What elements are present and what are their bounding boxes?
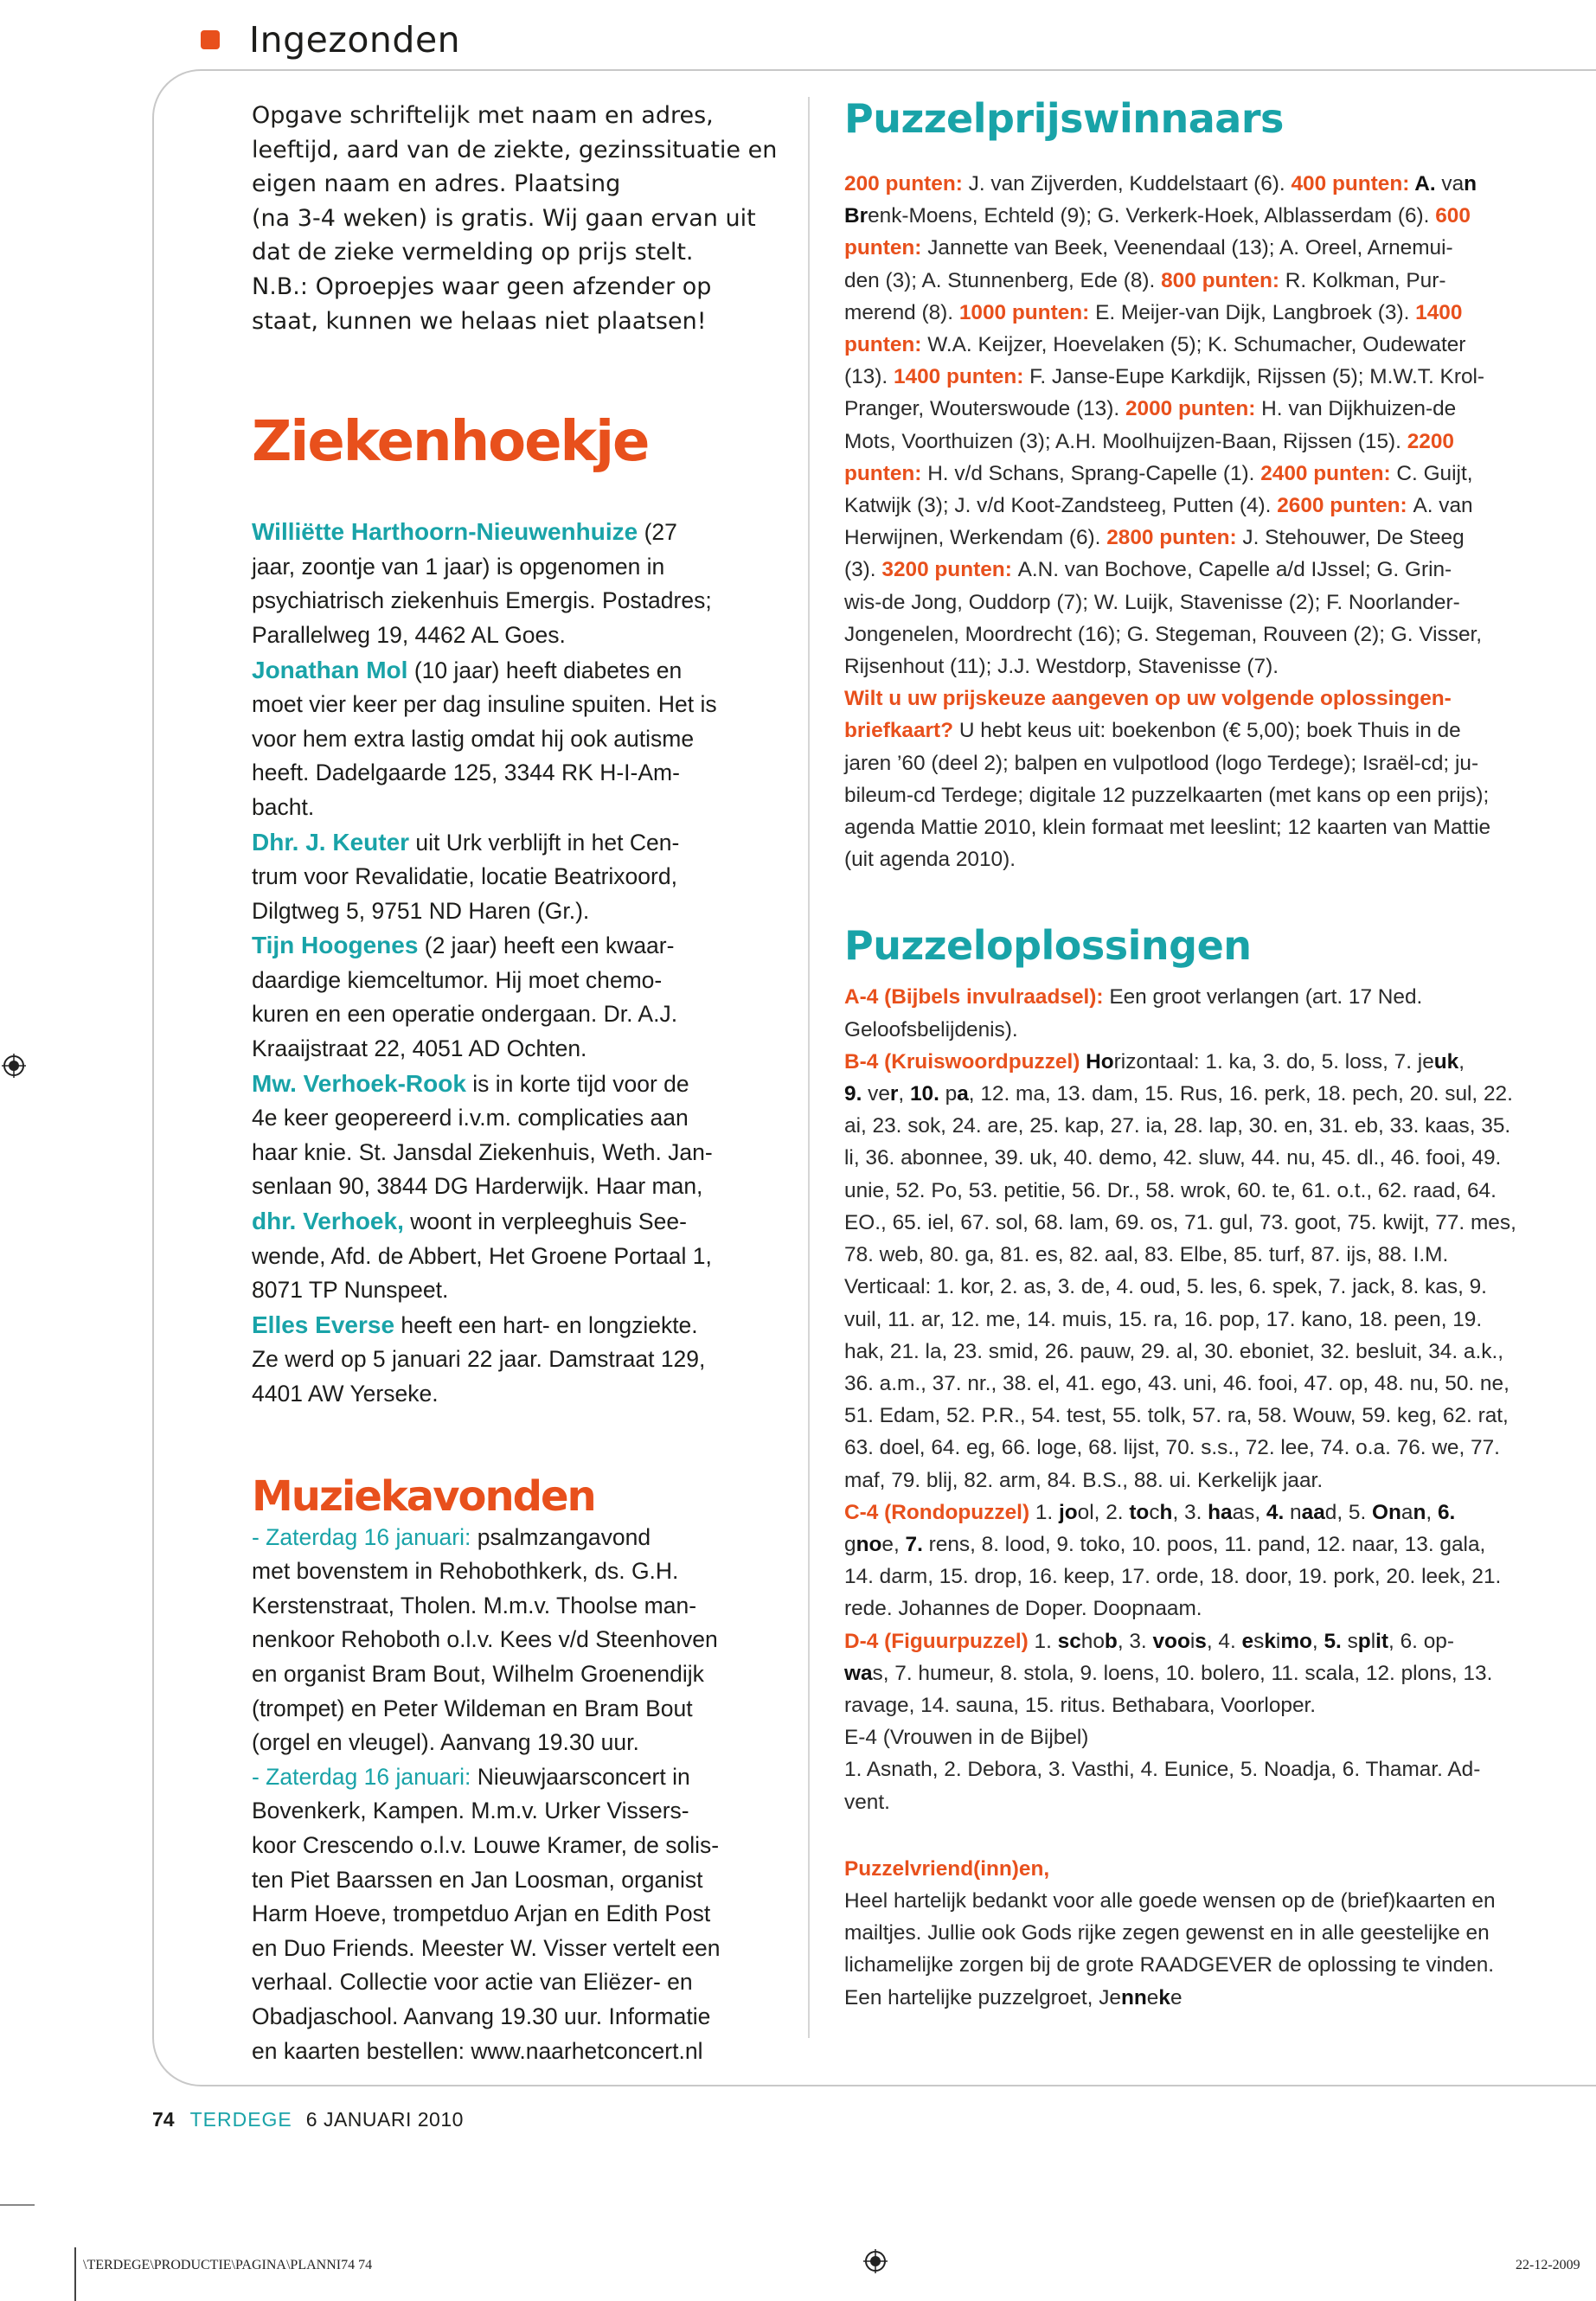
text-segment: 2200 [1407, 429, 1454, 453]
entry-line [252, 653, 779, 689]
text-segment: Katwijk (3); J. v/d Koot-Zandsteeg, Putten (4). [844, 494, 1278, 518]
text-segment: 200 punten: [844, 172, 969, 195]
event-line: en Duo Friends. Meester W. Visser vertelt een [252, 1934, 721, 1961]
text-segment: J. Stehouwer, De Steeg [1242, 526, 1465, 550]
text-segment: C. Guijt, [1396, 461, 1473, 485]
text-segment: 14. darm, 15. drop, 16. keep, 17. orde, 18. door, 19. pork, 20. leek, 21. [844, 1565, 1502, 1589]
text-segment: mo [1280, 1629, 1312, 1653]
solution-line [844, 1207, 1595, 1239]
text-segment: e, [881, 1532, 906, 1556]
text-segment: (13). [844, 365, 894, 389]
winner-line [844, 361, 1595, 393]
solution-line [844, 1721, 1595, 1753]
solution-line [844, 1239, 1595, 1271]
event-line: koor Crescendo o.l.v. Louwe Kramer, de solis- [252, 1831, 720, 1858]
winner-line [844, 297, 1595, 329]
text-segment: agenda Mattie 2010, klein formaat met leeslint; 12 kaarten van Mattie [844, 816, 1491, 840]
puzzelvriend-section [844, 1853, 1595, 2014]
text-segment: EO., 65. iel, 67. sol, 68. lam, 69. os, 71. gul, 73. goot, 75. kwijt, 77. mes, [844, 1210, 1516, 1234]
ziekenhoekje-title: Ziekenhoekje [252, 410, 649, 475]
solution-line [844, 1529, 1595, 1561]
entry-line [252, 515, 779, 550]
text-segment: Ho [1086, 1049, 1114, 1074]
solution-line [844, 1497, 1595, 1529]
patient-name: Tijn Hoogenes [252, 932, 419, 959]
text-segment: Mots, Voorthuizen (3); A.H. Moolhuijzen-Baan, Rijssen (15). [844, 429, 1407, 453]
solution-line [844, 1625, 1595, 1657]
text-segment: , [1458, 1049, 1465, 1074]
patient-entry [252, 1067, 779, 1204]
text-segment: p [945, 1082, 958, 1106]
text-segment: 51. Edam, 52. P.R., 54. test, 55. tolk, 57. ra, 58. Wouw, 59. keg, 62. rat, [844, 1404, 1509, 1428]
text-segment: On [1372, 1500, 1401, 1524]
oplossingen-title: Puzzeloplossingen [844, 922, 1252, 970]
text-segment: c [1149, 1500, 1160, 1524]
intro-line: N.B.: Oproepjes waar geen afzender op [252, 272, 712, 300]
text-segment: Verticaal: 1. kor, 2. as, 3. de, 4. oud, 5. les, 6. spek, 7. jack, 8. kas, 9. [844, 1275, 1487, 1299]
text-segment: va [1441, 172, 1465, 195]
text-segment: punten: [844, 236, 928, 260]
text-segment: A. [1414, 172, 1442, 195]
solution-line [844, 1689, 1595, 1721]
patient-name: Dhr. J. Keuter [252, 828, 410, 856]
entry-line: kuren en een operatie ondergaan. Dr. A.J. [252, 1001, 678, 1028]
intro-line: leeftijd, aard van de ziekte, gezinssituatie en [252, 136, 778, 163]
text-segment: A-4 (Bijbels invulraadsel): [844, 985, 1110, 1009]
winner-line [844, 586, 1595, 619]
registration-mark-icon [2, 1054, 26, 1078]
text-segment: 6. [1437, 1500, 1456, 1524]
solution-line [844, 1304, 1595, 1336]
text-segment: Geloofsbelijdenis). [844, 1017, 1018, 1042]
text-segment: ho [1080, 1629, 1105, 1653]
text-segment: sc [1057, 1629, 1081, 1653]
oplossingen-text [844, 981, 1595, 1817]
patient-entry [252, 653, 779, 825]
event-date: - Zaterdag 16 januari: [252, 1523, 471, 1550]
text-segment: W.A. Keijzer, Hoevelaken (5); K. Schumacher, Oudewater [927, 333, 1466, 357]
solution-line [844, 1368, 1595, 1400]
solution-line [844, 1465, 1595, 1497]
entry-line: 8071 TP Nunspeet. [252, 1277, 449, 1304]
patient-entry [252, 928, 779, 1066]
entry-line: jaar, zoontje van 1 jaar) is opgenomen in [252, 553, 665, 580]
intro-line: dat de zieke vermelding op prijs stelt. [252, 239, 694, 266]
text-segment: 2600 punten: [1277, 494, 1413, 518]
text-segment: bileum-cd Terdege; digitale 12 puzzelkaarten (met kans op een prijs); [844, 783, 1490, 807]
winner-line [844, 619, 1595, 651]
text-segment: n [1464, 172, 1477, 195]
text-segment: vuil, 11. ar, 12. me, 14. muis, 15. ra, 16. pop, 17. kano, 18. peen, 19. [844, 1307, 1483, 1331]
text-segment: 9. [844, 1082, 869, 1106]
entry-line: heeft. Dadelgaarde 125, 3344 RK H-I-Am- [252, 760, 680, 786]
intro-line: staat, kunnen we helaas niet plaatsen! [252, 307, 707, 335]
text-segment: rede. Johannes de Doper. Doopnaam. [844, 1597, 1202, 1621]
entry-line [252, 1204, 779, 1240]
patient-entry [252, 1308, 779, 1412]
intro-paragraph [252, 99, 779, 338]
event-line: (trompet) en Peter Wildeman en Bram Bout [252, 1695, 693, 1721]
event-line: en organist Bram Bout, Wilhelm Groenendijk [252, 1660, 704, 1687]
winner-line [844, 779, 1595, 811]
text-segment: 3200 punten: [881, 558, 1018, 582]
text-segment: voo [1152, 1629, 1190, 1653]
text-segment: d, 5. [1324, 1500, 1373, 1524]
solution-line [844, 1593, 1595, 1625]
text-segment: s [1253, 1629, 1265, 1653]
text-segment: , [898, 1082, 910, 1106]
text-segment: 1. [1034, 1629, 1058, 1653]
text-segment: , [1311, 1629, 1324, 1653]
entry-line: moet vier keer per dag insuline spuiten. Het is [252, 691, 717, 718]
text-segment: ve [868, 1082, 890, 1106]
winner-line [844, 458, 1595, 490]
entry-line: wende, Afd. de Abbert, Het Groene Portaal 1, [252, 1242, 712, 1269]
event-line [252, 1521, 779, 1555]
text-segment: aa [1301, 1500, 1325, 1524]
winner-line [844, 522, 1595, 554]
text-segment: 78. web, 80. ga, 81. es, 82. aal, 83. Elbe, 85. turf, 87. ijs, 88. I.M. [844, 1243, 1449, 1267]
text-segment: E-4 (Vrouwen in de Bijbel) [844, 1726, 1089, 1750]
text-segment: li, 36. abonnee, 39. uk, 40. demo, 42. sluw, 44. nu, 45. dl., 46. fooi, 49. [844, 1146, 1502, 1170]
text-segment: i [1189, 1629, 1195, 1653]
trim-mark [0, 2204, 35, 2206]
winner-line [844, 811, 1595, 843]
winner-line [844, 168, 1595, 200]
text-segment: 1400 punten: [893, 365, 1030, 389]
entry-line: bacht. [252, 793, 315, 820]
entry-line [252, 928, 779, 964]
winner-line [844, 393, 1595, 425]
event-text: Nieuwjaarsconcert in [471, 1763, 690, 1790]
text-segment: Een groot verlangen (art. 17 Ned. [1109, 985, 1423, 1009]
section-header [201, 14, 460, 66]
entry-text: (10 jaar) heeft diabetes en [407, 657, 683, 683]
event-line: verhaal. Collectie voor actie van Eliëzer- en [252, 1969, 693, 1996]
text-segment: ai, 23. sok, 24. are, 25. kap, 27. ia, 28. lap, 30. en, 31. eb, 33. kaas, 35. [844, 1114, 1511, 1138]
entry-text: (2 jaar) heeft een kwaar- [418, 933, 675, 959]
event-line: (orgel en vleugel). Aanvang 19.30 uur. [252, 1729, 639, 1756]
text-segment: , 6. op- [1388, 1629, 1454, 1653]
text-segment: F. Janse-Eupe Karkdijk, Rijssen (5); M.W.T. Krol- [1029, 365, 1485, 389]
text-segment: , [1426, 1500, 1438, 1524]
winner-line [844, 683, 1595, 715]
text-segment: (uit agenda 2010). [844, 848, 1016, 872]
text-segment: rens, 8. lood, 9. toko, 10. poos, 11. pand, 12. naar, 13. gala, [928, 1532, 1486, 1556]
thanks-line [844, 1982, 1595, 2014]
entry-text: (27 [638, 519, 677, 546]
text-segment: , 4. [1206, 1629, 1242, 1653]
entry-text: is in korte tijd voor de [465, 1070, 689, 1097]
patient-name: Williëtte Harthoorn-Nieuwenhuize [252, 518, 638, 546]
magazine-name: TERDEGE [189, 2108, 292, 2131]
event-line [252, 1760, 779, 1795]
winner-line [844, 651, 1595, 683]
text-segment: Pranger, Wouterswoude (13). [844, 397, 1125, 421]
prijswinnaars-text [844, 168, 1595, 875]
entry-line: Parallelweg 19, 4462 AL Goes. [252, 621, 566, 648]
page-footer [152, 2108, 464, 2131]
entry-text: woont in verpleeghuis See- [403, 1208, 687, 1235]
ziekenhoekje-entries [252, 515, 779, 1411]
entry-text: heeft een hart- en longziekte. [394, 1311, 698, 1338]
text-segment: Rijsenhout (11); J.J. Westdorp, Stavenisse (7). [844, 655, 1279, 679]
text-segment: J. van Zijverden, Kuddelstaart (6). [968, 172, 1292, 195]
text-segment: 4. [1266, 1500, 1291, 1524]
text-segment: e [1170, 1985, 1183, 2009]
text-segment: Wilt u uw prijskeuze aangeven op uw volgende oplossingen- [844, 687, 1452, 711]
winner-line [844, 490, 1595, 522]
text-segment: briefkaart? [844, 719, 959, 743]
text-segment: 1000 punten: [958, 300, 1096, 324]
entry-line: 4e keer geopereerd i.v.m. complicaties aan [252, 1105, 689, 1131]
solution-line [844, 1336, 1595, 1368]
patient-entry [252, 515, 779, 652]
text-segment: D-4 (Figuurpuzzel) [844, 1629, 1035, 1653]
text-segment: maf, 79. blij, 82. arm, 84. B.S., 88. ui. Kerkelijk jaar. [844, 1468, 1324, 1492]
text-segment: k [1158, 1985, 1170, 2009]
text-segment: unie, 52. Po, 53. petitie, 56. Dr., 58. wrok, 60. te, 61. o.t., 62. raad, 64. [844, 1178, 1497, 1202]
text-segment: l [1370, 1629, 1376, 1653]
winner-line [844, 200, 1595, 232]
text-segment: s [1347, 1629, 1358, 1653]
winner-line [844, 747, 1595, 779]
text-segment: as, [1232, 1500, 1266, 1524]
text-segment: 1. [1035, 1500, 1059, 1524]
text-segment: nn [1120, 1985, 1147, 2009]
event-line: nenkoor Rehoboth o.l.v. Kees v/d Steenhoven [252, 1626, 718, 1653]
right-column [844, 92, 1595, 2014]
column-divider [808, 97, 810, 2038]
event-line: Harm Hoeve, trompetduo Arjan en Edith Post [252, 1900, 711, 1927]
text-segment: Heel hartelijk bedankt voor alle goede wensen op de (brief)kaarten en [844, 1888, 1496, 1913]
solution-line [844, 1078, 1595, 1110]
text-segment: g [844, 1532, 856, 1556]
entry-line [252, 1067, 779, 1102]
print-slug-path: \TERDEGE\PRODUCTIE\PAGINA\PLANNI74 74 [83, 2258, 373, 2272]
text-segment: wa [844, 1661, 873, 1685]
entry-line: Dilgtweg 5, 9751 ND Haren (Gr.). [252, 897, 590, 924]
text-segment: n [1290, 1500, 1302, 1524]
text-segment: E. Meijer-van Dijk, Langbroek (3). [1095, 300, 1416, 324]
text-segment: a [1401, 1500, 1413, 1524]
solution-line [844, 981, 1595, 1013]
text-segment: , 3. [1172, 1500, 1208, 1524]
event-line: en kaarten bestellen: www.naarhetconcert.nl [252, 2037, 703, 2064]
text-segment: it [1375, 1629, 1389, 1653]
text-segment: k [1264, 1629, 1276, 1653]
text-segment: (3). [844, 558, 882, 582]
text-segment: rizontaal: 1. ka, 3. do, 5. loss, 7. je [1113, 1049, 1434, 1074]
text-segment: Jannette van Beek, Veenendaal (13); A. Oreel, Arnemui- [927, 236, 1453, 260]
issue-date: 6 JANUARI 2010 [305, 2108, 464, 2131]
registration-mark-icon [863, 2249, 888, 2273]
text-segment: A.N. van Bochove, Capelle a/d IJssel; G. Grin- [1017, 558, 1452, 582]
text-segment: b [1104, 1629, 1118, 1653]
solution-line [844, 1753, 1595, 1785]
solution-line [844, 1432, 1595, 1464]
text-segment: 1400 [1415, 300, 1463, 324]
entry-line [252, 1308, 779, 1343]
solution-line [844, 1271, 1595, 1303]
patient-name: Jonathan Mol [252, 656, 408, 683]
text-segment: U hebt keus uit: boekenbon (€ 5,00); boek Thuis in de [958, 719, 1461, 743]
solution-line [844, 1142, 1595, 1174]
entry-line: Kraaijstraat 22, 4051 AD Ochten. [252, 1035, 587, 1062]
winner-line [844, 715, 1595, 747]
winner-line [844, 554, 1595, 586]
event-line: met bovenstem in Rehobothkerk, ds. G.H. [252, 1558, 679, 1585]
text-segment: enk-Moens, Echteld (9); G. Verkerk-Hoek, Alblasserdam (6). [868, 204, 1436, 228]
text-segment: B-4 (Kruiswoordpuzzel) [844, 1049, 1086, 1074]
text-segment: merend (8). [844, 300, 959, 324]
event-line: ten Piet Baarssen en Jan Loosman, organist [252, 1866, 703, 1893]
text-segment: R. Kolkman, Pur- [1285, 268, 1446, 292]
entry-line: haar knie. St. Jansdal Ziekenhuis, Weth. Jan- [252, 1138, 713, 1165]
section-marker-icon [201, 30, 220, 49]
entry-line: daardige kiemceltumor. Hij moet chemo- [252, 966, 663, 993]
winner-line [844, 265, 1595, 297]
text-segment: 7. [905, 1532, 929, 1556]
winner-line [844, 426, 1595, 458]
text-segment: no [856, 1532, 882, 1556]
text-segment: 63. doel, 64. eg, 66. loge, 68. lijst, 70. s.s., 72. lee, 74. o.a. 76. we, 77. [844, 1436, 1500, 1460]
thanks-line [844, 1885, 1595, 1917]
text-segment: Jongenelen, Moordrecht (16); G. Stegeman, Rouveen (2); G. Visser, [844, 622, 1483, 646]
text-segment: , 12. ma, 13. dam, 15. Rus, 16. perk, 18. pech, 20. sul, 22. [968, 1082, 1513, 1106]
text-segment: i [1275, 1629, 1281, 1653]
entry-line: Ze werd op 5 januari 22 jaar. Damstraat 129, [252, 1346, 706, 1373]
text-segment: n [1413, 1500, 1426, 1524]
entry-line: trum voor Revalidatie, locatie Beatrixoord, [252, 863, 677, 890]
entry-line: 4401 AW Yerseke. [252, 1381, 439, 1407]
text-segment: punten: [844, 333, 928, 357]
text-segment: Een hartelijke puzzelgroet, Je [844, 1985, 1121, 2009]
text-segment: 1. Asnath, 2. Debora, 3. Vasthi, 4. Eunice, 5. Noadja, 6. Thamar. Ad- [844, 1758, 1481, 1782]
text-segment: 10. [909, 1082, 945, 1106]
solution-line [844, 1175, 1595, 1207]
text-segment: s, 7. humeur, 8. stola, 9. loens, 10. bolero, 11. scala, 12. plons, 13. [872, 1661, 1493, 1685]
patient-entry [252, 825, 779, 929]
solution-line [844, 1110, 1595, 1142]
text-segment: a [957, 1082, 969, 1106]
text-segment: uk [1433, 1049, 1459, 1074]
winner-line [844, 232, 1595, 264]
print-slug-date: 22-12-2009 [1516, 2258, 1580, 2272]
text-segment: ravage, 14. sauna, 15. ritus. Bethabara, Voorloper. [844, 1693, 1317, 1717]
left-column [252, 99, 779, 2068]
text-segment: Herwijnen, Werkendam (6). [844, 526, 1107, 550]
text-segment: 5. [1324, 1629, 1348, 1653]
event-line: Obadjaschool. Aanvang 19.30 uur. Informatie [252, 2003, 711, 2029]
patient-entry [252, 1204, 779, 1308]
prijswinnaars-title: Puzzelprijswinnaars [844, 95, 1284, 142]
text-segment: vent. [844, 1790, 890, 1814]
text-segment: 2000 punten: [1125, 397, 1262, 421]
text-segment: 400 punten: [1291, 172, 1415, 195]
text-segment: C-4 (Rondopuzzel) [844, 1500, 1035, 1524]
text-segment: e [1241, 1629, 1254, 1653]
solution-line [844, 1014, 1595, 1046]
text-segment: jaren ’60 (deel 2); balpen en vulpotlood (logo Terdege); Israël-cd; ju- [844, 751, 1479, 775]
text-segment: 800 punten: [1161, 268, 1285, 292]
text-segment: Br [844, 204, 869, 228]
text-segment: mailtjes. Jullie ook Gods rijke zegen gewenst en in alle geestelijke en [844, 1921, 1490, 1945]
text-segment: hak, 21. la, 23. smid, 26. pauw, 29. al, 30. eboniet, 32. besluit, 34. a.k., [844, 1339, 1504, 1363]
text-segment: H. van Dijkhuizen-de [1261, 397, 1457, 421]
entry-line: psychiatrisch ziekenhuis Emergis. Postadres; [252, 587, 712, 614]
event-text: psalmzangavond [471, 1523, 651, 1550]
event-date: - Zaterdag 16 januari: [252, 1763, 471, 1790]
patient-name: dhr. Verhoek, [252, 1208, 404, 1235]
patient-name: Elles Everse [252, 1311, 395, 1338]
intro-line: (na 3-4 weken) is gratis. Wij gaan ervan uit [252, 204, 756, 232]
section-title: Ingezonden [249, 19, 461, 61]
text-segment: jo [1058, 1500, 1078, 1524]
text-segment: den (3); A. Stunnenberg, Ede (8). [844, 268, 1162, 292]
text-segment: A. van [1413, 494, 1473, 518]
winner-line [844, 843, 1595, 875]
entry-text: uit Urk verblijft in het Cen- [409, 829, 680, 856]
entry-line [252, 825, 779, 861]
text-segment: r [889, 1082, 899, 1106]
text-segment: ol, 2. [1077, 1500, 1130, 1524]
text-segment: ha [1208, 1500, 1233, 1524]
solution-line [844, 1046, 1595, 1078]
entry-line: voor hem extra lastig omdat hij ook autisme [252, 725, 695, 752]
thanks-line [844, 1917, 1595, 1949]
solution-line [844, 1561, 1595, 1593]
event-line: Kerstenstraat, Tholen. M.m.v. Thoolse man- [252, 1592, 697, 1618]
text-segment: , 3. [1117, 1629, 1153, 1653]
intro-line: eigen naam en adres. Plaatsing [252, 170, 621, 198]
text-segment: 600 [1435, 204, 1471, 228]
text-segment: lichamelijke zorgen bij de grote RAADGEVER de oplossing te vinden. [844, 1953, 1495, 1977]
entry-line: senlaan 90, 3844 DG Harderwijk. Haar man, [252, 1173, 703, 1200]
puzzelvriend-text [844, 1885, 1595, 2014]
puzzelvriend-title: Puzzelvriend(inn)en, [844, 1856, 1050, 1881]
text-segment: p [1357, 1629, 1371, 1653]
text-segment: h [1159, 1500, 1173, 1524]
text-segment: e [1146, 1985, 1159, 2009]
winner-line [844, 329, 1595, 361]
text-segment: 36. a.m., 37. nr., 38. el, 41. ego, 43. uni, 46. fooi, 47. op, 48. nu, 50. ne, [844, 1371, 1509, 1395]
thanks-line [844, 1949, 1595, 1981]
page-number: 74 [152, 2108, 175, 2131]
text-segment: 2400 punten: [1260, 461, 1397, 485]
solution-line [844, 1657, 1595, 1689]
event-line: Bovenkerk, Kampen. M.m.v. Urker Vissers- [252, 1798, 689, 1824]
patient-name: Mw. Verhoek-Rook [252, 1069, 466, 1097]
text-segment: punten: [844, 461, 928, 485]
text-segment: wis-de Jong, Ouddorp (7); W. Luijk, Stavenisse (2); F. Noorlander- [844, 590, 1460, 614]
text-segment: 2800 punten: [1106, 526, 1243, 550]
text-segment: H. v/d Schans, Sprang-Capelle (1). [927, 461, 1261, 485]
muziekavonden-events [252, 1521, 779, 2069]
text-segment: to [1129, 1500, 1150, 1524]
intro-line: Opgave schriftelijk met naam en adres, [252, 102, 714, 129]
text-segment: s [1195, 1629, 1207, 1653]
crop-mark [74, 2247, 76, 2301]
solution-line [844, 1400, 1595, 1432]
solution-line [844, 1786, 1595, 1818]
muziekavonden-title: Muziekavonden [252, 1471, 595, 1521]
